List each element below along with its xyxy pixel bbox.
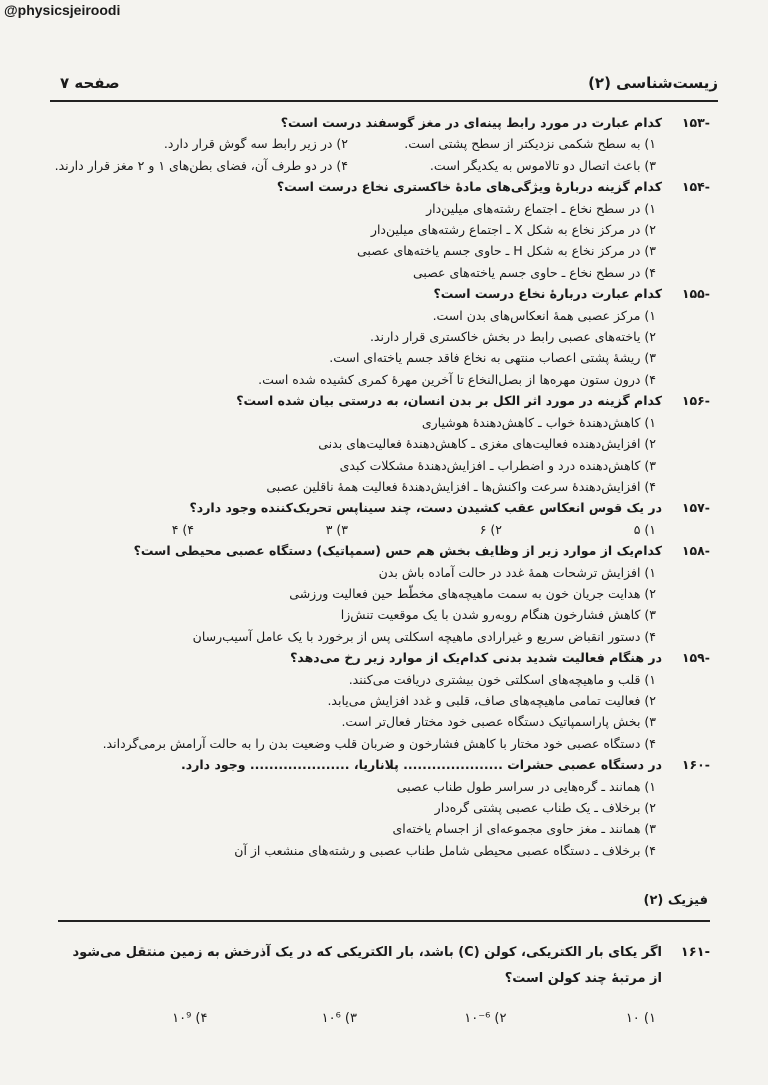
option-3[interactable]: ۳) بخش پاراسمپاتیک دستگاه عصبی خود مختار فعال‌تر است. bbox=[341, 714, 656, 730]
question-number: -۱۵۶ bbox=[681, 393, 710, 409]
question-number: -۱۵۵ bbox=[681, 286, 710, 302]
question-number: -۱۵۷ bbox=[681, 500, 710, 516]
page-number: صفحه ۷ bbox=[60, 74, 120, 92]
question-text: کدام‌یک از موارد زیر از وظایف بخش هم حس (سمپاتیک) دستگاه عصبی محیطی است؟ bbox=[133, 543, 662, 559]
option-4[interactable]: ۴) دستور انقباض سریع و غیرارادی ماهیچه اسکلتی پس از برخورد با یک عامل آسیب‌رسان bbox=[192, 628, 656, 644]
option-4[interactable]: ۴) ۴ bbox=[171, 521, 194, 537]
question-text: در هنگام فعالیت شدید بدنی کدام‌یک از موارد زیر رخ می‌دهد؟ bbox=[290, 650, 662, 666]
page-header bbox=[50, 70, 718, 102]
question-block bbox=[40, 497, 710, 540]
option-3[interactable]: ۳) در مرکز نخاع به شکل H ـ حاوی جسم یاخته‌های عصبی bbox=[357, 243, 656, 259]
option-4[interactable]: ۴) در دو طرف آن، فضای بطن‌های ۱ و ۲ مغز قرار دارند. bbox=[54, 157, 348, 173]
option-4[interactable]: ۴) در سطح نخاع ـ حاوی جسم یاخته‌های عصبی bbox=[413, 264, 656, 280]
question-text: کدام عبارت در مورد رابط پینه‌ای در مغز گوسفند درست است؟ bbox=[280, 115, 662, 130]
question-block bbox=[40, 176, 710, 283]
option-1[interactable]: ۱) مرکز عصبی همهٔ انعکاس‌های بدن است. bbox=[432, 307, 656, 323]
question-block bbox=[40, 647, 710, 754]
question-text: کدام گزینه در مورد اثر الکل بر بدن انسان، به درستی بیان شده است؟ bbox=[236, 393, 662, 409]
question-block bbox=[40, 112, 710, 176]
option-4[interactable]: ۴) افزایش‌دهندهٔ سرعت واکنش‌ها ـ افزایش‌دهندهٔ فعالیت همهٔ ناقلین عصبی bbox=[266, 478, 656, 494]
option-4[interactable]: ۴) دستگاه عصبی خود مختار با کاهش فشارخون و ضربان قلب وضعیت بدن را به حالت آرامش برمی‌گرداند. bbox=[102, 735, 656, 751]
question-number: -۱۵۳ bbox=[681, 115, 710, 130]
option-3[interactable]: ۳) کاهش فشارخون هنگام روبه‌رو شدن با یک موقعیت تنش‌زا bbox=[340, 607, 656, 623]
option-2[interactable]: ۲) در زیر رابط سه گوش قرار دارد. bbox=[163, 136, 348, 152]
question-number: -۱۵۹ bbox=[681, 650, 710, 666]
question-161 bbox=[58, 940, 710, 1032]
option-2[interactable]: ۲) ۶ bbox=[479, 521, 502, 537]
option-1[interactable]: ۱) کاهش‌دهندهٔ خواب ـ کاهش‌دهندهٔ هوشیاری bbox=[421, 414, 656, 430]
option-4[interactable]: ۴) درون ستون مهره‌ها از بصل‌النخاع تا آخرین مهرهٔ کمری کشیده شده است. bbox=[258, 371, 656, 387]
section-divider bbox=[58, 920, 710, 922]
option-3[interactable]: ۳) ۱۰⁶ bbox=[321, 1011, 357, 1026]
option-2[interactable]: ۲) یاخته‌های عصبی رابط در بخش خاکستری قرار دارند. bbox=[369, 329, 656, 345]
question-block bbox=[40, 283, 710, 390]
question-number: -۱۶۱ bbox=[680, 945, 710, 960]
question-block bbox=[40, 390, 710, 497]
question-text: در یک قوس انعکاس عقب کشیدن دست، چند سیناپس تحریک‌کننده وجود دارد؟ bbox=[189, 500, 662, 516]
option-2[interactable]: ۲) هدایت جریان خون به سمت ماهیچه‌های مخطّط حین فعالیت ورزشی bbox=[289, 585, 656, 601]
options-row bbox=[40, 519, 662, 540]
question-block bbox=[40, 754, 710, 861]
physics-section bbox=[58, 940, 710, 1032]
option-2[interactable]: ۲) در مرکز نخاع به شکل X ـ اجتماع رشته‌های میلین‌دار bbox=[370, 222, 656, 238]
option-3[interactable]: ۳) همانند ـ مغز حاوی مجموعه‌ای از اجسام یاخته‌ای bbox=[392, 821, 656, 837]
option-1[interactable]: ۱) در سطح نخاع ـ اجتماع رشته‌های میلین‌دار bbox=[426, 200, 656, 216]
question-list bbox=[40, 112, 710, 861]
subject-title: زیست‌شناسی (۲) bbox=[588, 74, 718, 92]
question-number: -۱۵۴ bbox=[681, 179, 710, 195]
channel-watermark: @physicsjeiroodi bbox=[4, 2, 121, 18]
option-1[interactable]: ۱) ۱۰ bbox=[625, 1011, 656, 1026]
option-1[interactable]: ۱) قلب و ماهیچه‌های اسکلتی خون بیشتری دریافت می‌کنند. bbox=[348, 671, 656, 687]
question-block bbox=[40, 540, 710, 647]
options-row bbox=[40, 155, 662, 176]
question-text: کدام عبارت دربارهٔ نخاع درست است؟ bbox=[433, 286, 662, 302]
options-row bbox=[40, 133, 662, 154]
physics-section-title: فیزیک (۲) bbox=[643, 893, 708, 908]
option-4[interactable]: ۴) برخلاف ـ دستگاه عصبی محیطی شامل طناب عصبی و رشته‌های منشعب از آن bbox=[234, 842, 656, 858]
option-3[interactable]: ۳) ریشهٔ پشتی اعصاب منتهی به نخاع فاقد جسم یاخته‌ای است. bbox=[329, 350, 656, 366]
question-number: -۱۵۸ bbox=[681, 543, 710, 559]
option-2[interactable]: ۲) برخلاف ـ یک طناب عصبی پشتی گره‌دار bbox=[434, 800, 656, 815]
option-1[interactable]: ۱) همانند ـ گره‌هایی در سراسر طول طناب عصبی bbox=[396, 778, 656, 794]
option-1[interactable]: ۱) افزایش ترشحات همهٔ غدد در حالت آماده باش بدن bbox=[378, 564, 656, 580]
option-3[interactable]: ۳) کاهش‌دهنده درد و اضطراب ـ افزایش‌دهندهٔ مشکلات کبدی bbox=[339, 457, 656, 473]
option-2[interactable]: ۲) افزایش‌دهنده فعالیت‌های مغزی ـ کاهش‌دهندهٔ فعالیت‌های بدنی bbox=[318, 436, 656, 452]
option-1[interactable]: ۱) به سطح شکمی نزدیکتر از سطح پشتی است. bbox=[404, 136, 656, 152]
option-3[interactable]: ۳) باعث اتصال دو تالاموس به یکدیگر است. bbox=[429, 157, 656, 173]
options-row bbox=[58, 1006, 662, 1032]
option-2[interactable]: ۲) ۱۰⁻⁶ bbox=[464, 1011, 507, 1026]
question-text: در دستگاه عصبی حشرات ..................... پلاناریا، ..................... وجود دارد. bbox=[181, 757, 662, 773]
option-2[interactable]: ۲) فعالیت تمامی ماهیچه‌های صاف، قلبی و غدد افزایش می‌یابد. bbox=[327, 692, 656, 708]
question-number: -۱۶۰ bbox=[681, 757, 710, 773]
option-1[interactable]: ۱) ۵ bbox=[633, 521, 656, 537]
option-4[interactable]: ۴) ۱۰⁹ bbox=[172, 1011, 208, 1026]
question-text: اگر یکای بار الکتریکی، کولن (C) باشد، بار الکتریکی که در یک آذرخش به زمین منتقل می‌شود از مرتبهٔ چند کولن است؟ bbox=[72, 945, 662, 986]
option-3[interactable]: ۳) ۳ bbox=[325, 521, 348, 537]
question-text: کدام گزینه دربارهٔ ویژگی‌های مادهٔ خاکستری نخاع درست است؟ bbox=[276, 179, 662, 195]
